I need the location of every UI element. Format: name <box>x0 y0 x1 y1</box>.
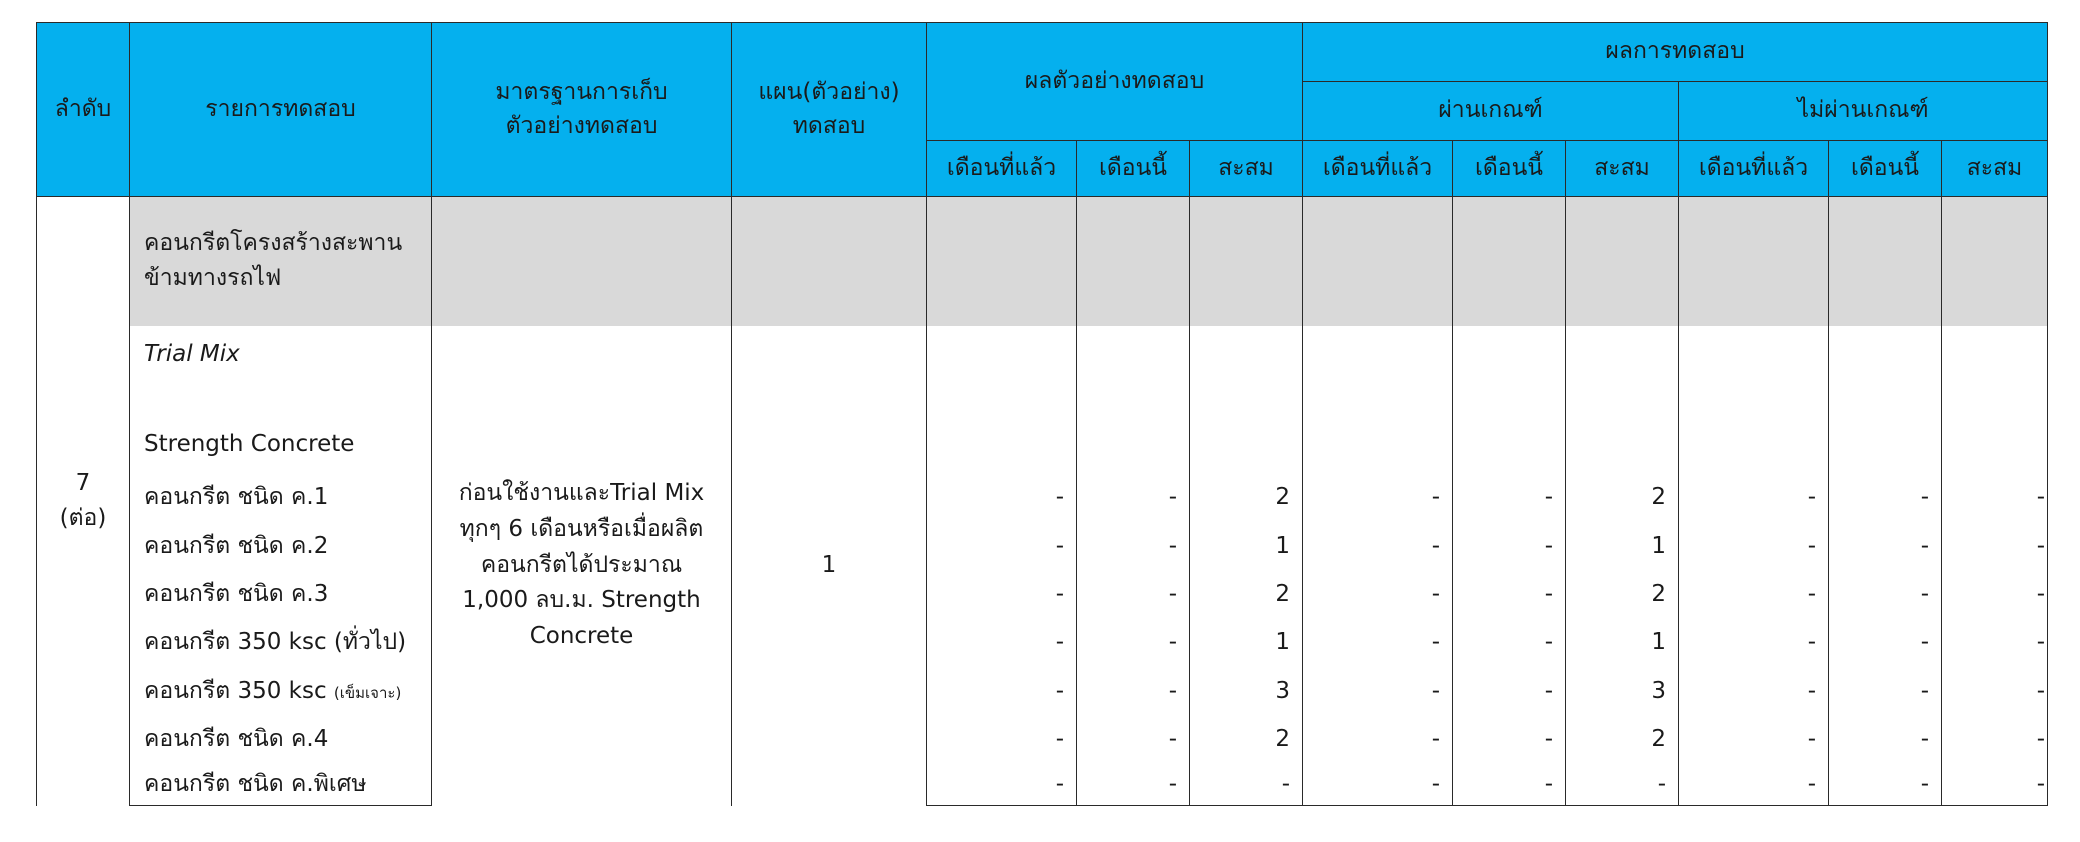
standard-line: ก่อนใช้งานและTrial Mix <box>458 480 705 507</box>
value-cell: - <box>1453 570 1566 618</box>
value-cell: - <box>1077 667 1190 715</box>
item-name: คอนกรีต ชนิด ค.พิเศษ <box>144 771 367 798</box>
category-empty-cell <box>1077 197 1190 326</box>
value-cell: 3 <box>1566 667 1679 715</box>
value-cell: - <box>1829 667 1942 715</box>
value-cell: - <box>1942 521 2048 569</box>
empty-cell <box>1303 415 1453 473</box>
value-cell: - <box>1453 715 1566 763</box>
value-cell: 2 <box>1566 473 1679 521</box>
value-cell: - <box>1453 763 1566 805</box>
table-row <box>37 570 2048 618</box>
table-row <box>37 618 2048 666</box>
value-cell: - <box>1303 473 1453 521</box>
header-samples-last-month: เดือนที่แล้ว <box>927 141 1077 197</box>
value-cell: - <box>1303 521 1453 569</box>
item-name: คอนกรีต ชนิด ค.2 <box>144 532 329 559</box>
value-cell: - <box>927 763 1077 805</box>
value-cell: - <box>927 667 1077 715</box>
value-cell: - <box>1453 667 1566 715</box>
table-body <box>37 197 2048 806</box>
category-empty-cell <box>1566 197 1679 326</box>
standard-cell <box>432 326 732 806</box>
value-cell: 1 <box>1190 521 1303 569</box>
empty-cell <box>1942 326 2048 384</box>
row-number-note: (ต่อ) <box>59 505 107 532</box>
empty-cell <box>130 383 432 415</box>
header-standard-line1: มาตรฐานการเก็บ <box>495 79 668 106</box>
category-empty-cell <box>1942 197 2048 326</box>
value-cell: - <box>1942 473 2048 521</box>
value-cell: 1 <box>1566 521 1679 569</box>
row-number-cell <box>37 197 130 806</box>
header-samples-group: ผลตัวอย่างทดสอบ <box>927 23 1303 141</box>
category-line1: คอนกรีตโครงสร้างสะพาน <box>144 229 403 256</box>
empty-cell <box>1077 415 1190 473</box>
category-line2: ข้ามทางรถไฟ <box>144 265 282 292</box>
value-cell: - <box>1303 667 1453 715</box>
item-name: คอนกรีต ชนิด ค.1 <box>144 484 329 511</box>
table-row <box>37 715 2048 763</box>
item-name-cell <box>130 763 432 805</box>
value-cell: - <box>1942 570 2048 618</box>
item-name-cell <box>130 570 432 618</box>
value-cell: - <box>927 618 1077 666</box>
item-note: (เข็มเจาะ) <box>333 683 402 702</box>
value-cell: - <box>1077 473 1190 521</box>
header-plan-line2: ทดสอบ <box>792 112 866 139</box>
value-cell: - <box>927 715 1077 763</box>
item-name: คอนกรีต ชนิด ค.4 <box>144 726 329 753</box>
category-row <box>37 197 2048 326</box>
item-name-cell <box>130 715 432 763</box>
item-name-cell <box>130 521 432 569</box>
value-cell: - <box>1077 618 1190 666</box>
empty-cell <box>1453 415 1566 473</box>
empty-cell <box>1679 383 1829 415</box>
value-cell: 1 <box>1566 618 1679 666</box>
value-cell: - <box>1679 715 1829 763</box>
category-empty-cell <box>927 197 1077 326</box>
empty-cell <box>1679 415 1829 473</box>
category-cell <box>130 197 432 326</box>
value-cell: 1 <box>1190 618 1303 666</box>
header-plan-line1: แผน(ตัวอย่าง) <box>758 79 900 106</box>
header-results-group: ผลการทดสอบ <box>1303 23 2048 82</box>
item-name-cell <box>130 667 432 715</box>
empty-cell <box>1190 383 1303 415</box>
value-cell: - <box>1942 763 2048 805</box>
header-standard <box>432 23 732 197</box>
value-cell: 2 <box>1566 715 1679 763</box>
empty-cell <box>1190 415 1303 473</box>
plan-cell <box>732 326 927 806</box>
header-pass-this-month: เดือนนี้ <box>1453 141 1566 197</box>
category-empty-cell <box>1679 197 1829 326</box>
header-item: รายการทดสอบ <box>130 23 432 197</box>
value-cell: - <box>1077 763 1190 805</box>
category-empty-cell <box>1303 197 1453 326</box>
empty-cell <box>1077 383 1190 415</box>
table-header <box>37 23 2048 197</box>
item-name-cell <box>130 618 432 666</box>
empty-cell <box>1453 383 1566 415</box>
item-name: คอนกรีต ชนิด ค.3 <box>144 580 329 607</box>
value-cell: - <box>1303 715 1453 763</box>
value-cell: - <box>1942 715 2048 763</box>
table-row <box>37 763 2048 805</box>
header-standard-line2: ตัวอย่างทดสอบ <box>505 112 658 139</box>
empty-cell <box>1942 383 2048 415</box>
value-cell: 3 <box>1190 667 1303 715</box>
value-cell: - <box>1942 667 2048 715</box>
empty-cell <box>1942 415 2048 473</box>
table-row <box>37 521 2048 569</box>
value-cell: - <box>1942 618 2048 666</box>
value-cell: - <box>1679 667 1829 715</box>
header-pass-last-month: เดือนที่แล้ว <box>1303 141 1453 197</box>
value-cell: - <box>1303 763 1453 805</box>
item-name-cell <box>130 473 432 521</box>
category-empty-cell <box>732 197 927 326</box>
value-cell: 2 <box>1566 570 1679 618</box>
value-cell: - <box>927 570 1077 618</box>
value-cell: - <box>1679 763 1829 805</box>
standard-line: Concrete <box>529 622 634 649</box>
value-cell: - <box>1303 570 1453 618</box>
item-name: คอนกรีต 350 ksc (ทั่วไป) <box>144 629 407 656</box>
value-cell: - <box>1829 521 1942 569</box>
value-cell: - <box>1829 715 1942 763</box>
test-results-table <box>36 22 2048 806</box>
empty-cell <box>1829 415 1942 473</box>
value-cell: 2 <box>1190 473 1303 521</box>
category-empty-cell <box>1453 197 1566 326</box>
empty-cell <box>1566 383 1679 415</box>
standard-line: คอนกรีตได้ประมาณ <box>480 551 683 578</box>
empty-cell <box>1566 326 1679 384</box>
value-cell: - <box>1453 618 1566 666</box>
value-cell: - <box>927 521 1077 569</box>
value-cell: - <box>1829 570 1942 618</box>
trial-mix-row <box>37 326 2048 384</box>
header-fail-last-month: เดือนที่แล้ว <box>1679 141 1829 197</box>
category-empty-cell <box>1829 197 1942 326</box>
empty-cell <box>1829 326 1942 384</box>
header-fail-this-month: เดือนนี้ <box>1829 141 1942 197</box>
value-cell: - <box>1829 618 1942 666</box>
value-cell: - <box>1077 521 1190 569</box>
category-empty-cell <box>432 197 732 326</box>
value-cell: - <box>1829 473 1942 521</box>
empty-cell <box>1303 383 1453 415</box>
table-row <box>37 473 2048 521</box>
header-fail-cumulative: สะสม <box>1942 141 2048 197</box>
spacer-row <box>37 383 2048 415</box>
item-name: คอนกรีต 350 ksc <box>144 677 334 704</box>
value-cell: - <box>1679 473 1829 521</box>
empty-cell <box>927 415 1077 473</box>
standard-line: ทุกๆ 6 เดือนหรือเมื่อผลิต <box>459 516 704 543</box>
empty-cell <box>1303 326 1453 384</box>
empty-cell <box>1566 415 1679 473</box>
value-cell: - <box>1190 763 1303 805</box>
value-cell: - <box>1679 521 1829 569</box>
value-cell: - <box>1453 473 1566 521</box>
value-cell: - <box>1077 570 1190 618</box>
value-cell: 2 <box>1190 570 1303 618</box>
empty-cell <box>927 383 1077 415</box>
empty-cell <box>1077 326 1190 384</box>
standard-line: 1,000 ลบ.ม. Strength <box>462 587 701 614</box>
strength-concrete-heading: Strength Concrete <box>130 415 432 473</box>
value-cell: - <box>1566 763 1679 805</box>
trial-mix-heading: Trial Mix <box>130 326 432 384</box>
empty-cell <box>1679 326 1829 384</box>
value-cell: 2 <box>1190 715 1303 763</box>
strength-concrete-row <box>37 415 2048 473</box>
header-pass-cumulative: สะสม <box>1566 141 1679 197</box>
plan-value: 1 <box>821 551 837 578</box>
row-number: 7 <box>75 469 91 496</box>
header-samples-cumulative: สะสม <box>1190 141 1303 197</box>
empty-cell <box>927 326 1077 384</box>
header-no: ลำดับ <box>37 23 130 197</box>
empty-cell <box>1453 326 1566 384</box>
table-row <box>37 667 2048 715</box>
value-cell: - <box>1829 763 1942 805</box>
header-plan <box>732 23 927 197</box>
header-samples-this-month: เดือนนี้ <box>1077 141 1190 197</box>
value-cell: - <box>1679 570 1829 618</box>
empty-cell <box>1829 383 1942 415</box>
header-fail-group: ไม่ผ่านเกณฑ์ <box>1679 82 2048 141</box>
value-cell: - <box>1303 618 1453 666</box>
value-cell: - <box>927 473 1077 521</box>
empty-cell <box>1190 326 1303 384</box>
value-cell: - <box>1679 618 1829 666</box>
value-cell: - <box>1077 715 1190 763</box>
header-pass-group: ผ่านเกณฑ์ <box>1303 82 1679 141</box>
category-empty-cell <box>1190 197 1303 326</box>
value-cell: - <box>1453 521 1566 569</box>
